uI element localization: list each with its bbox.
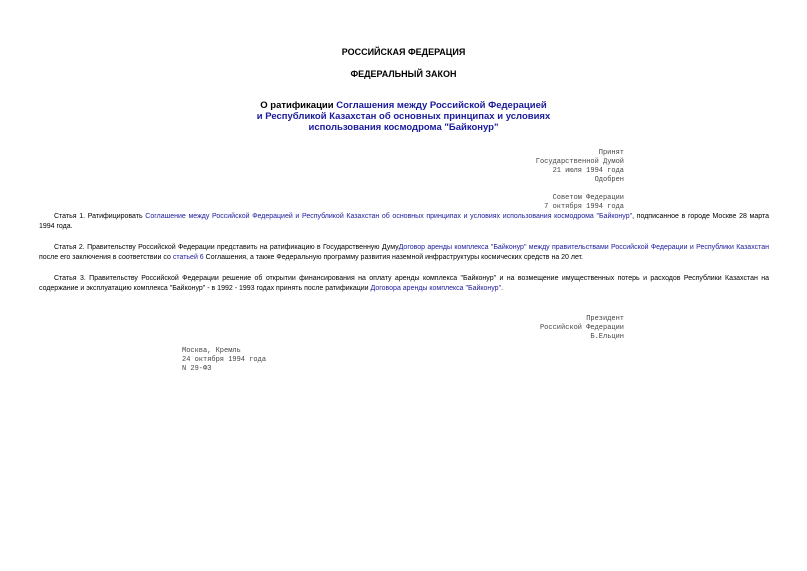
article-2-prefix: Статья 2. Правительству Российской Федерации представить на ратификацию в Государственную Думу bbox=[54, 244, 399, 251]
article-3-prefix: Статья 3. Правительству Российской Федерации решение об открытии финансирования на оплату аренды комплекса "Байконур" и на возмещение имущественных потерь и расходов Республики Казахстан на содержание и эксплуатацию комплекса "Байконур" - в 1992 - 1993 годах принять после ратификации bbox=[39, 275, 769, 292]
article-3-suffix: . bbox=[501, 285, 504, 292]
title-link-line3[interactable]: использования космодрома "Байконур" bbox=[308, 122, 499, 133]
title-link-line1[interactable]: Соглашения между Российской Федерацией bbox=[336, 100, 547, 111]
article-1-prefix: Статья 1. Ратифицировать bbox=[54, 213, 146, 220]
article-2 bbox=[39, 243, 769, 263]
adoption-block bbox=[536, 149, 624, 212]
law-title bbox=[0, 100, 807, 133]
article-1-agreement-link[interactable]: Соглашение между Российской Федерацией и Республикой Казахстан об основных принципах и условиях использования космодрома "Байконур" bbox=[145, 213, 633, 220]
signature-line: Российской Федерации bbox=[539, 324, 624, 332]
title-prefix: О ратификации bbox=[260, 100, 337, 111]
law-number: N 29-ФЗ bbox=[182, 365, 212, 373]
signature-line: Президент bbox=[586, 315, 624, 323]
signature-line: Б.Ельцин bbox=[590, 333, 624, 341]
signature-block bbox=[540, 315, 624, 342]
law-type-heading: ФЕДЕРАЛЬНЫЙ ЗАКОН bbox=[350, 69, 457, 79]
title-link-line2[interactable]: и Республикой Казахстан об основных принципах и условиях bbox=[256, 111, 551, 122]
place-date-block bbox=[182, 347, 266, 374]
adoption-line: Принят bbox=[598, 149, 624, 157]
adoption-line: Советом Федерации bbox=[552, 194, 624, 202]
article-1 bbox=[39, 212, 769, 232]
federation-heading: РОССИЙСКАЯ ФЕДЕРАЦИЯ bbox=[341, 47, 466, 57]
place-line: Москва, Кремль bbox=[182, 347, 241, 355]
adoption-line: Одобрен bbox=[594, 176, 624, 184]
article-3 bbox=[39, 274, 769, 294]
article-2-article6-link[interactable]: статьей 6 bbox=[172, 254, 204, 261]
adoption-line: 7 октября 1994 года bbox=[544, 203, 624, 211]
article-1-suffix: , подписанное в городе Москве 28 марта 1994 года. bbox=[39, 213, 769, 230]
article-2-suffix: Соглашения, а также Федеральную программу развития наземной инфраструктуры космических средств на 20 лет. bbox=[203, 254, 584, 261]
article-2-mid: после его заключения в соответствии со bbox=[39, 254, 173, 261]
adoption-line: Государственной Думой bbox=[535, 158, 624, 166]
date-line: 24 октября 1994 года bbox=[182, 356, 267, 364]
article-3-lease-link[interactable]: Договора аренды комплекса "Байконур" bbox=[370, 285, 502, 292]
adoption-line: 21 июля 1994 года bbox=[552, 167, 624, 175]
article-2-lease-link[interactable]: Договор аренды комплекса "Байконур" между правительствами Российской Федерации и Республики Казахстан bbox=[398, 244, 769, 251]
